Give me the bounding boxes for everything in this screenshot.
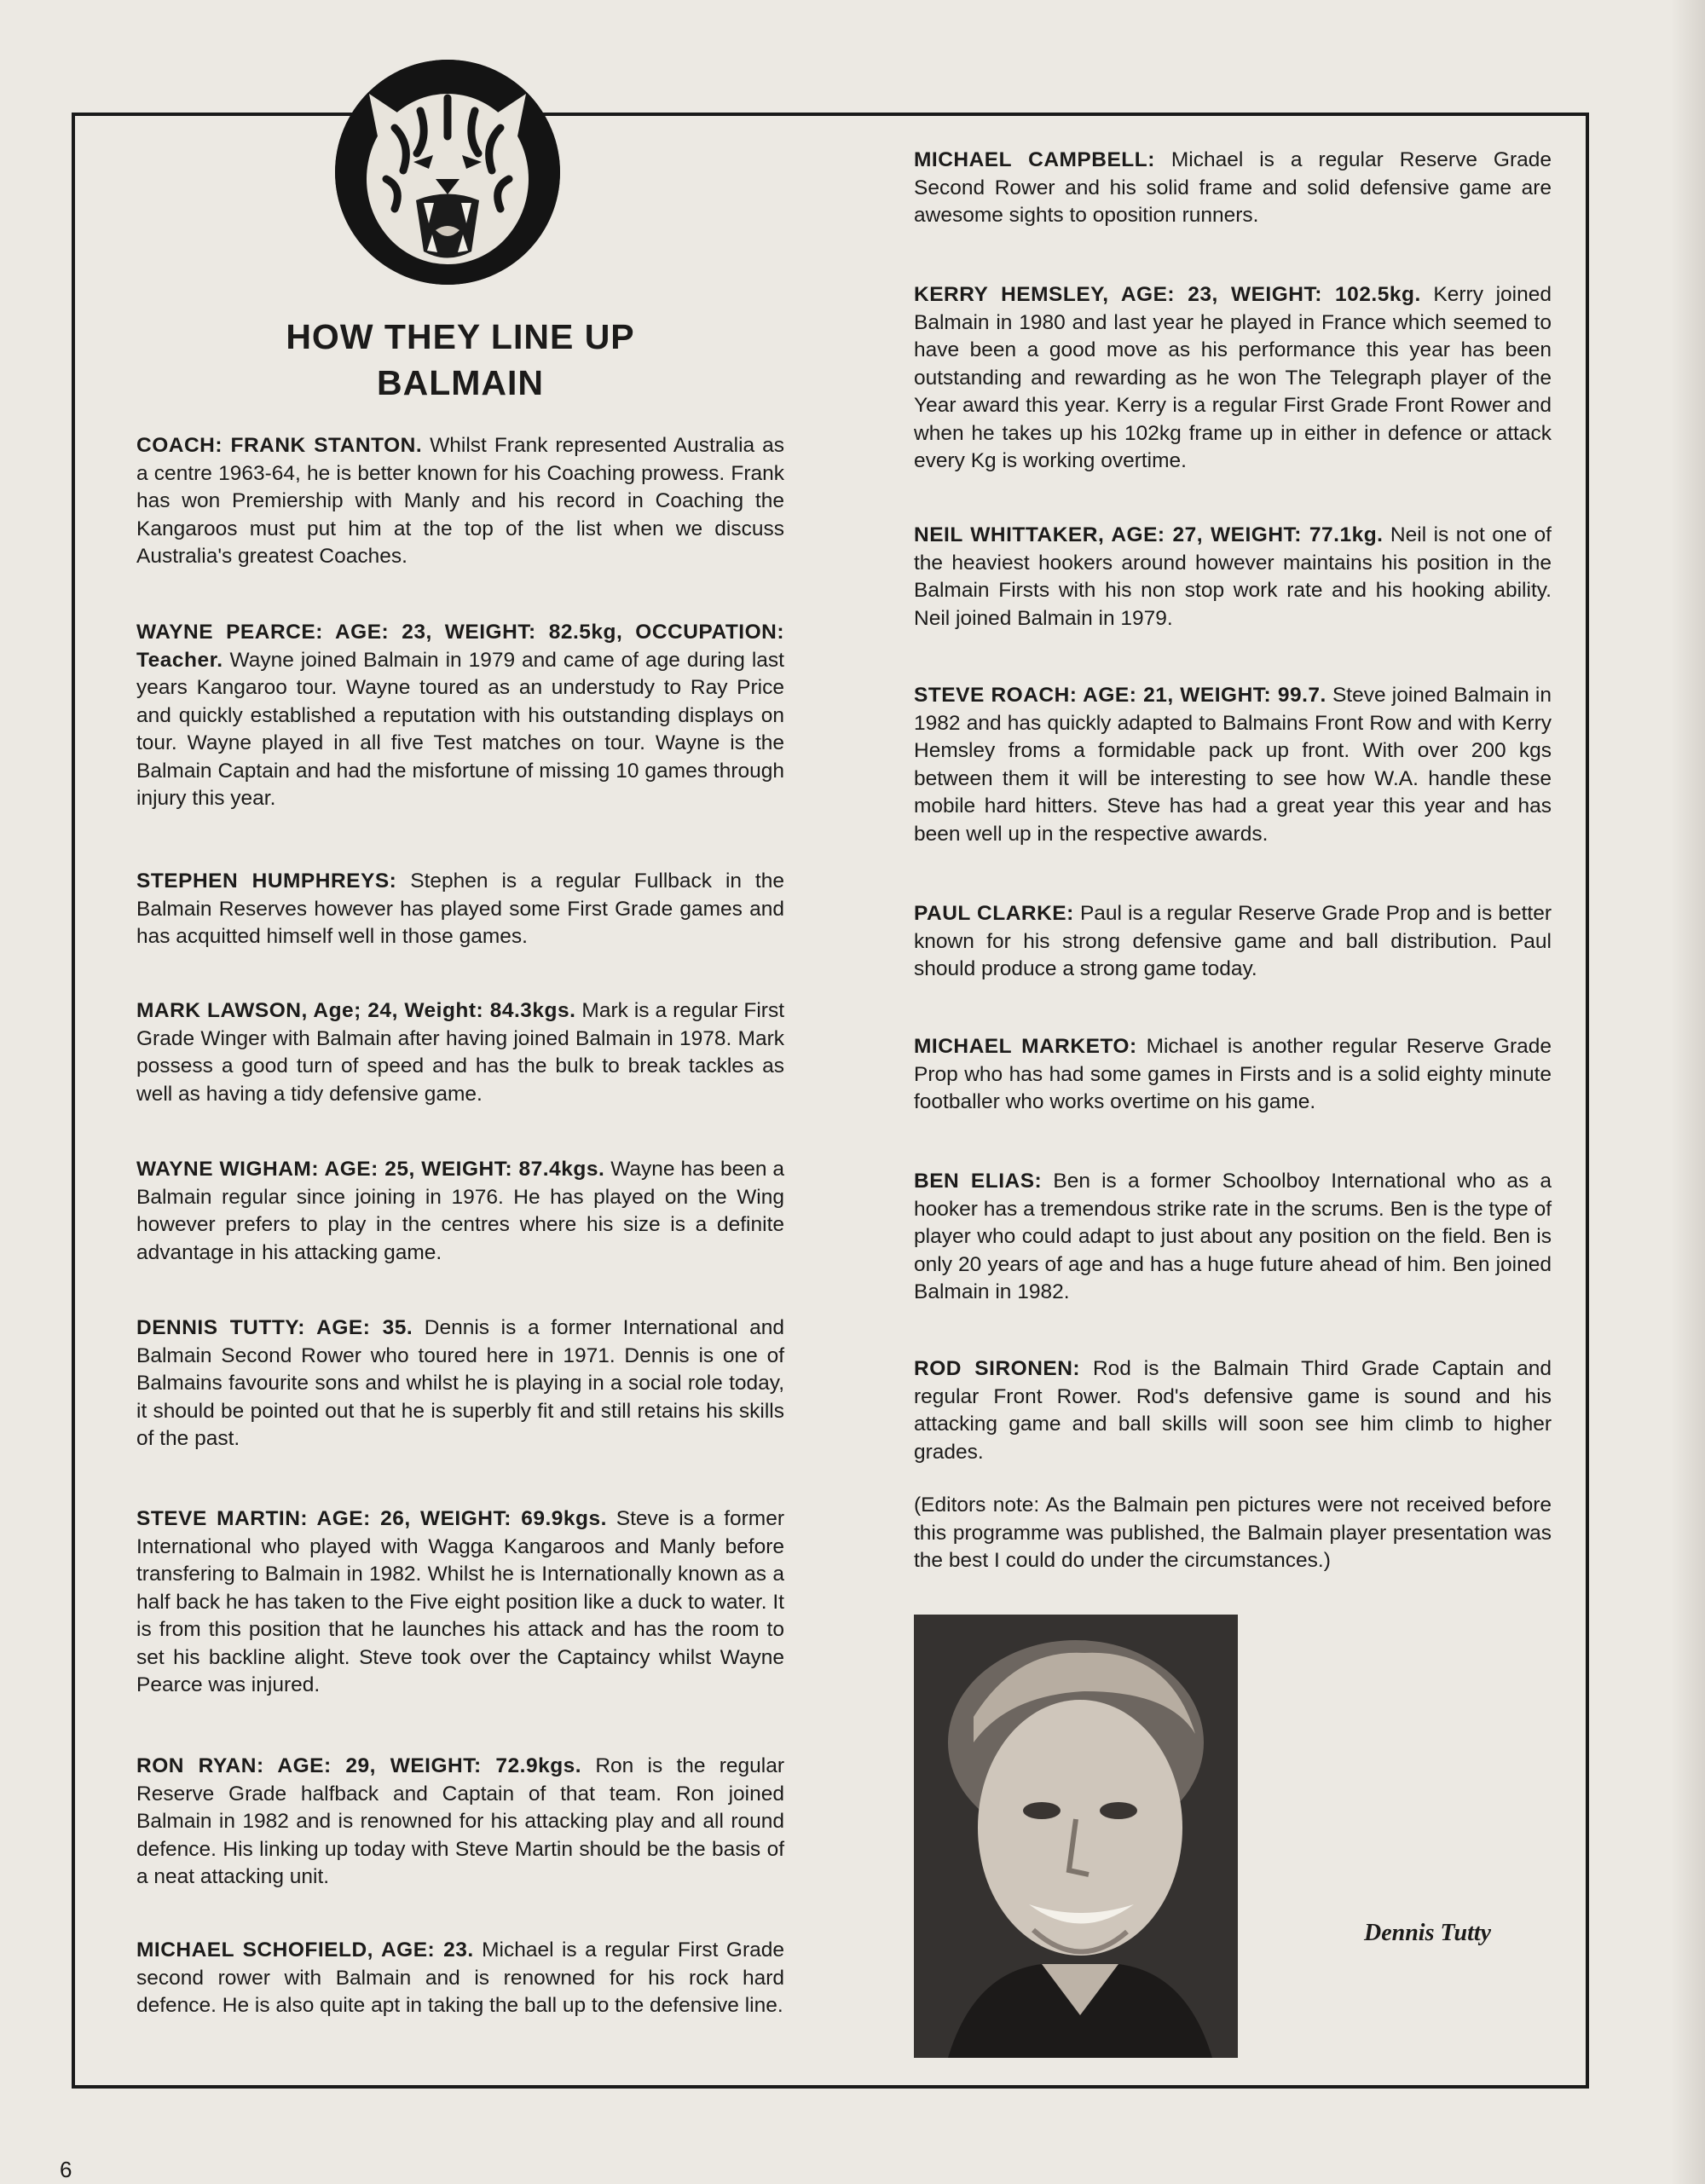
profile-head: BEN ELIAS: [914,1170,1043,1193]
profile-rod-sironen [914,1355,1552,1466]
profile-text: Mark is a regular First Grade Winger with Balmain after having joined Balmain in 1978. Mark possess a good turn of speed and has the bulk to break tackles as well as having a tidy defensive game. [136,999,785,1106]
profile-paul-clarke [914,900,1552,984]
photo-caption: Dennis Tutty [1364,1920,1492,1946]
profile-text: Paul is a regular Reserve Grade Prop and is better known for his strong defensive game and ball distribution. Paul should produce a strong game today. [914,902,1552,980]
profile-neil-whittaker [914,522,1552,633]
profile-head: MICHAEL SCHOFIELD, AGE: 23. [136,1938,474,1962]
profile-wayne-wigham [136,1156,784,1267]
left-column [136,0,784,2184]
profile-text: Dennis is a former International and Balmain Second Rower who toured here in 1971. Dennis is one of Balmains favourite sons and whilst he is playing in a social role today, it should be pointed out that he is superbly fit and still retains his skills of the past. [136,1316,784,1450]
profile-text: Ron is the regular Reserve Grade halfback and Captain of that team. Ron joined Balmain in 1982 and is renowned for his attacking play and all round defence. His linking up today with Steve Martin should be the basis of a neat attacking unit. [136,1754,785,1888]
profile-ron-ryan [136,1753,784,1892]
profile-head: STEVE MARTIN: AGE: 26, WEIGHT: 69.9kgs. [136,1507,607,1530]
profile-text: Michael is another regular Reserve Grade Prop who has had some games in Firsts and is a solid eighty minute footballer who works overtime on his game. [914,1035,1552,1113]
profile-text: Michael is a regular Reserve Grade Second Rower and his solid frame and solid defensive game are awesome sights to oposition runners. [914,148,1552,227]
profile-head: NEIL WHITTAKER, AGE: 27, WEIGHT: 77.1kg. [914,523,1384,546]
profile-head: STEPHEN HUMPHREYS: [136,870,397,893]
profile-head: MICHAEL CAMPBELL: [914,148,1155,171]
profile-text: Wayne has been a Balmain regular since joining in 1976. He has played on the Wing however prefers to play in the centres where his size is a definite advantage in his attacking game. [136,1158,785,1264]
profile-text: Steve joined Balmain in 1982 and has quickly adapted to Balmains Front Row and with Kerry Hemsley froms a formidable pack up front. With over 200 kgs between them it will be interesting to see how W.A. handle these mobile hard hitters. Steve has had a great year this year and has been well up in the respective awards. [914,684,1552,846]
heading-line-2: BALMAIN [376,363,545,402]
profile-michael-marketo [914,1033,1552,1117]
profile-head: ROD SIRONEN: [914,1357,1081,1380]
profile-head: COACH: FRANK STANTON. [136,434,423,457]
profile-michael-schofield [136,1937,784,2020]
profile-head: STEVE ROACH: AGE: 21, WEIGHT: 99.7. [914,684,1326,707]
editors-note [914,1492,1552,1575]
profile-dennis-tutty [136,1314,784,1453]
profile-head: DENNIS TUTTY: AGE: 35. [136,1316,413,1339]
profile-mark-lawson [136,997,784,1108]
page-edge-shadow [1671,0,1705,2184]
profile-head: RON RYAN: AGE: 29, WEIGHT: 72.9kgs. [136,1754,582,1777]
profile-text: Whilst Frank represented Australia as a centre 1963-64, he is better known for his Coaching prowess. Frank has won Premiership with Manly and his record in Coaching the Kangaroos must put him at the top of the list when we discuss Australia's greatest Coaches. [136,434,785,568]
profile-head: PAUL CLARKE: [914,902,1074,925]
portrait-photo-icon [914,1615,1238,2058]
profile-wayne-pearce [136,619,784,813]
profile-head: MARK LAWSON, Age; 24, Weight: 84.3kgs. [136,999,576,1022]
profile-stephen-humphreys [136,868,784,951]
profile-michael-campbell [914,147,1552,230]
profile-steve-martin [136,1505,784,1700]
profile-text: Ben is a former Schoolboy International who as a hooker has a tremendous strike rate in the scrums. Ben is the type of player who could adapt to just about any position on the field. Ben is only 20 years of age and has a huge future ahead of him. Ben joined Balmain in 1982. [914,1170,1552,1303]
profile-coach [136,432,784,571]
profile-text: Michael is a regular First Grade second rower with Balmain and is renowned for his rock hard defence. He is also quite apt in taking the ball up to the defensive line. [136,1938,784,2017]
note-text: (Editors note: As the Balmain pen pictures were not received before this programme was published, the Balmain player presentation was the best I could do under the circumstances.) [914,1494,1552,1572]
profile-text: Neil is not one of the heaviest hookers around however maintains his position in the Balmain Firsts with his non stop work rate and his hooking ability. Neil joined Balmain in 1979. [914,523,1552,630]
profile-text: Rod is the Balmain Third Grade Captain and regular Front Rower. Rod's defensive game is sound and his attacking game and ball skills will soon see him climb to higher grades. [914,1357,1552,1464]
profile-text: Kerry joined Balmain in 1980 and last year he played in France which seemed to have been a good move as his performance this year has been outstanding and rewarding as he won The Telegraph player of the Year award this year. Kerry is a regular First Grade Front Rower and when he takes up his 102kg frame up in either in defence or attack every Kg is working overtime. [914,283,1552,472]
profile-head: KERRY HEMSLEY, AGE: 23, WEIGHT: 102.5kg. [914,283,1421,306]
profile-head: WAYNE WIGHAM: AGE: 25, WEIGHT: 87.4kgs. [136,1158,605,1181]
profile-head: WAYNE PEARCE: AGE: 23, WEIGHT: 82.5kg, OCCUPATION: Teacher. [136,621,784,672]
profile-kerry-hemsley [914,281,1552,476]
page-number: 6 [60,2157,72,2182]
profile-text: Steve is a former International who played with Wagga Kangaroos and Manly before transfering to Balmain in 1982. Whilst he is Internationally known as a half back he has taken to the Five eight position like a duck to water. It is from this position that he launches his attack and has the room to set his backline alight. Steve took over the Captaincy whilst Wayne Pearce was injured. [136,1507,785,1696]
player-photo [914,1615,1238,2058]
profile-head: MICHAEL MARKETO: [914,1035,1137,1058]
profile-text: Wayne joined Balmain in 1979 and came of age during last years Kangaroo tour. Wayne toured as an understudy to Ray Price and quickly established a reputation with his outstanding displays on tour. Wayne played in all five Test matches on tour. Wayne is the Balmain Captain and had the misfortune of missing 10 games through injury this year. [136,648,784,810]
heading-line-1: HOW THEY LINE UP [286,317,635,356]
profile-ben-elias [914,1168,1552,1307]
profile-steve-roach [914,682,1552,848]
profile-text: Stephen is a regular Fullback in the Balmain Reserves however has played some First Grade games and has acquitted himself well in those games. [136,870,784,948]
